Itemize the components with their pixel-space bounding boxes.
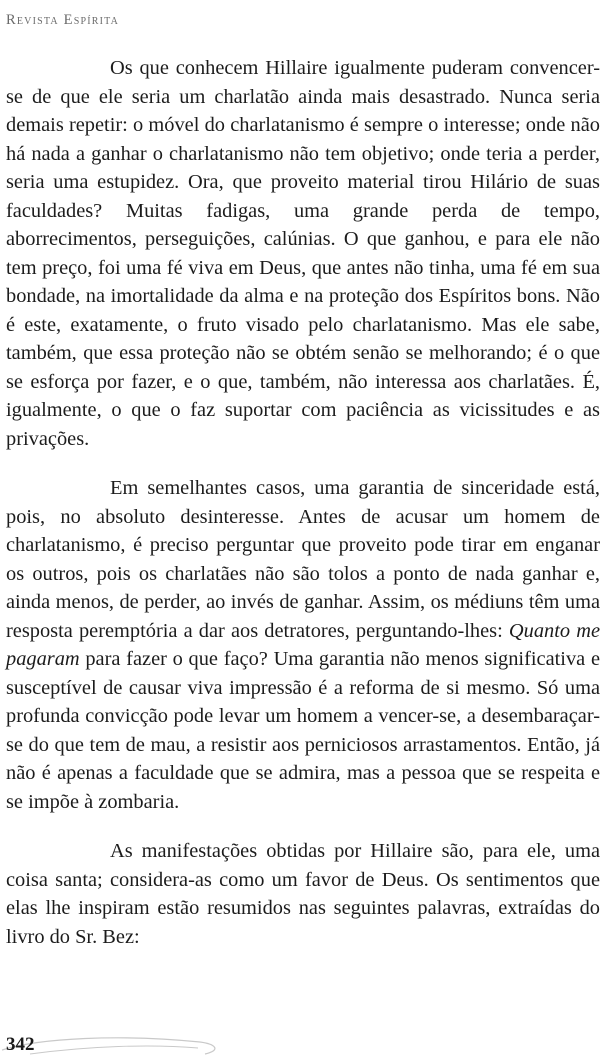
running-header: Revista Espírita bbox=[6, 12, 120, 28]
paragraph-3: As manifestações obtidas por Hillaire são, para ele, uma coisa santa; considera-as como um favor de Deus. Os sentimentos que elas lhe inspiram estão resumidos nas seguintes palavras, extraídas do livro do Sr. Bez: bbox=[6, 840, 600, 948]
paragraph-2-text-start: Em semelhantes casos, uma garantia de sinceridade está, pois, no absoluto desinteresse. Antes de acusar um homem de charlatanismo, é preciso perguntar que proveito pode tirar em enganar os outros, pois os charlatães não são tolos a ponto de nada ganhar e, ainda menos, de perder, ao invés de ganhar. Assim, os médiuns têm uma resposta peremptória a dar aos detratores, perguntando-lhes: bbox=[6, 477, 600, 642]
page-body bbox=[6, 54, 600, 951]
paragraph-1: Os que conhecem Hillaire igualmente puderam convencer-se de que ele seria um charlatão ainda mais desastrado. Nunca seria demais repetir: o móvel do charlatanismo é sempre o interesse; onde não há nada a ganhar o charlatanismo não tem objetivo; onde teria a perder, seria uma estupidez. Ora, que proveito material tirou Hilário de suas faculdades? Muitas fadigas, uma grande perda de tempo, aborrecimentos, perseguições, calúnias. O que ganhou, e para ele não tem preço, foi uma fé viva em Deus, que antes não tinha, uma fé em sua bondade, na imortalidade da alma e na proteção dos Espíritos bons. Não é este, exatamente, o fruto visado pelo charlatanismo. Mas ele sabe, também, que essa proteção não se obtém senão se melhorando; é o que se esforça por fazer, e o que, também, não interessa aos charlatães. É, igualmente, o que o faz suportar com paciência as vicissitudes e as privações. bbox=[6, 57, 600, 450]
paragraph-2 bbox=[6, 474, 600, 816]
italic-phrase: Quanto me pagaram bbox=[6, 619, 600, 670]
paragraph-2-text-end: para fazer o que faço? Uma garantia não menos significativa e susceptível de causar viva impressão é a reforma de si mesmo. Só uma profunda convicção pode levar um homem a vencer-se, a desembaraçar-se do que tem de mau, a resistir aos perniciosos arrastamentos. Então, já não é apenas a faculdade que se admira, mas a pessoa que se respeita e se impõe à zombaria. bbox=[6, 648, 600, 813]
page-footer bbox=[0, 1020, 607, 1062]
footer-swoosh-ornament bbox=[0, 1020, 260, 1062]
page-number: 342 bbox=[6, 1034, 35, 1055]
